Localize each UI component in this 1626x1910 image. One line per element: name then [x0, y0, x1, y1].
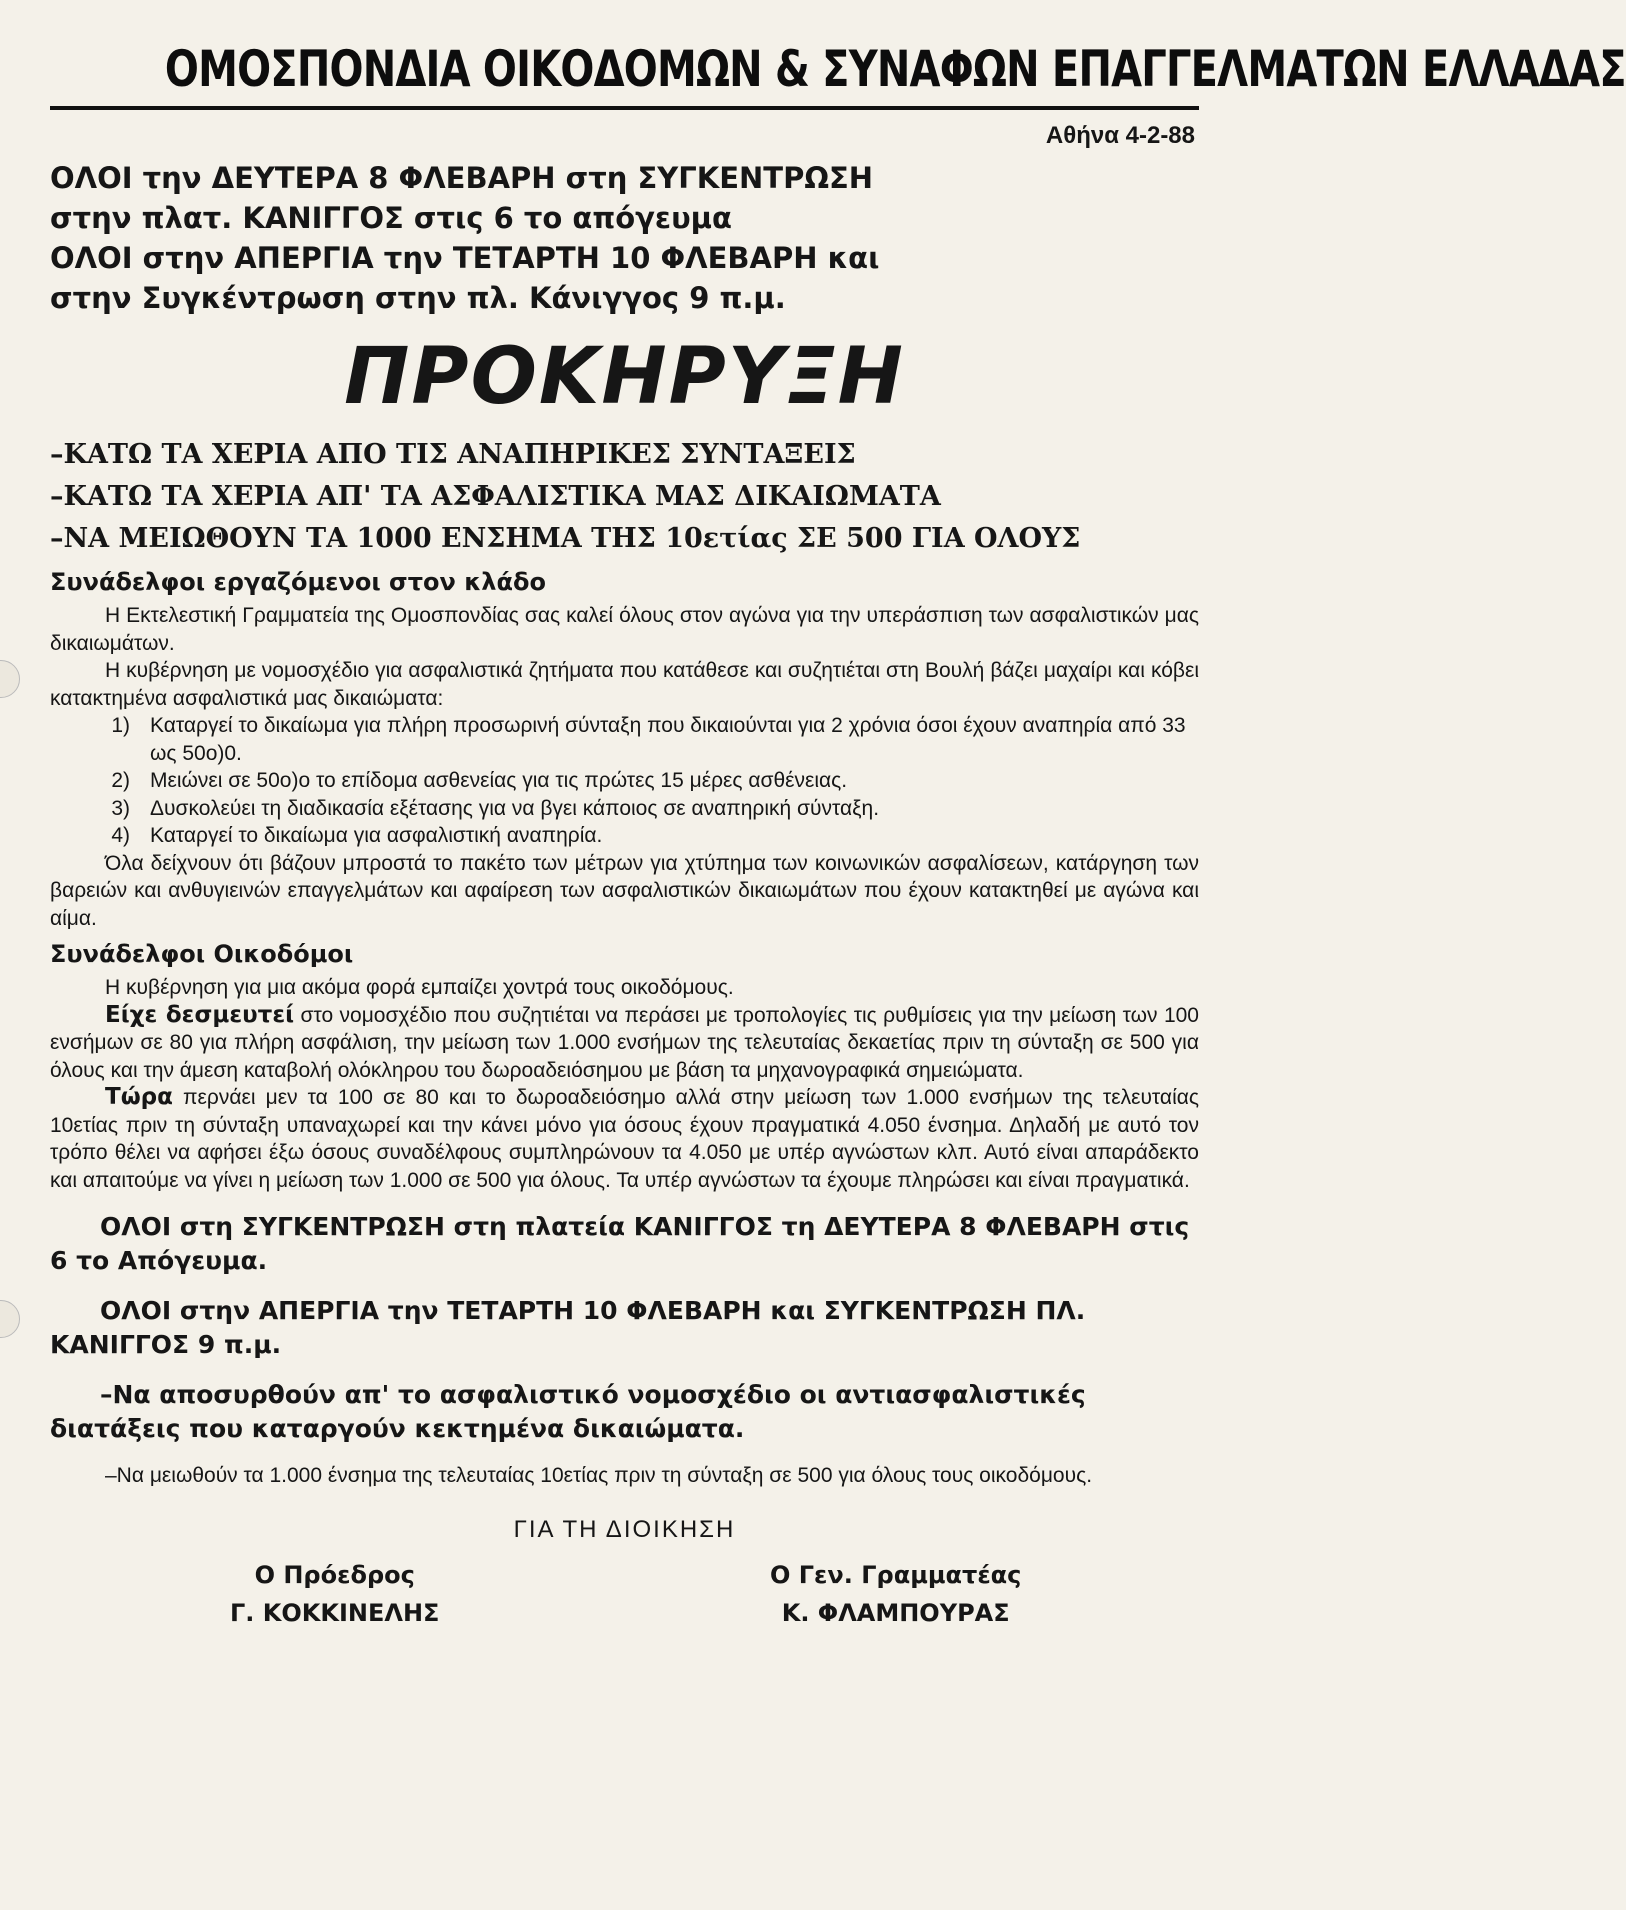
closing-reduce: –Να μειωθούν τα 1.000 ένσημα της τελευταίας 10ετίας πριν τη σύνταξη σε 500 για όλους τους οικοδόμους. [105, 1464, 1093, 1487]
list-text: Καταργεί το δικαίωμα για ασφαλιστική αναπηρία. [150, 824, 603, 847]
paragraph-text: στο νομοσχέδιο που συζητιέται να περάσει με τροπολογίες τις ρυθμίσεις για την μείωση των 100 ενσήμων σε 80 για πλήρη ασφάλιση, την μείωση των 1.000 ενσήμων της τελευταίας δεκαετίας πριν τη σύνταξη σε 500 για όλους και την άμεση καταβολή ολόκληρου του δωροαδειόσημου με βάση τα μηχανογραφικά σημειώματα. [50, 1003, 1199, 1082]
demand-item: –ΚΑΤΩ ΤΑ ΧΕΡΙΑ ΑΠΟ ΤΙΣ ΑΝΑΠΗΡΙΚΕΣ ΣΥΝΤΑΞΕΙΣ [50, 439, 856, 470]
paragraph-text: περνάει μεν τα 100 σε 80 και το δωροαδειόσημο αλλά στην μείωση των 1.000 ενσήμων της τελευταίας 10ετίας πριν τη σύνταξη υπαναχωρεί και την κάνει μόνο για όσους έχουν πραγματικά 4.050 ένσημα. Δηλαδή με αυτό τον τρόπο θέλει να αφήσει έξω όσους συναδέλφους συμπληρώνουν τα 4.050 με υπέρ αγνώστων κλπ. Αυτό είναι απαράδεκτο και απαιτούμε να γίνει η μείωση των 1.000 σε 500 για όλους. Τα υπέρ αγνώστων τα έχουμε πληρώσει και είναι πραγματικά. [50, 1086, 1199, 1192]
president-title: Ο Πρόεδρος [254, 1560, 415, 1589]
paragraph [50, 1002, 1199, 1085]
demand-item: –ΚΑΤΩ ΤΑ ΧΕΡΙΑ ΑΠ' ΤΑ ΑΣΦΑΛΙΣΤΙΚΑ ΜΑΣ ΔΙΚΑΙΩΜΑΤΑ [50, 481, 941, 512]
strike-call-line1: ΟΛΟΙ στην ΑΠΕΡΓΙΑ την ΤΕΤΑΡΤΗ 10 ΦΛΕΒΑΡΗ και [50, 241, 880, 275]
paragraph [50, 1084, 1199, 1194]
date: Αθήνα 4-2-88 [1045, 122, 1195, 149]
call-block [50, 158, 1199, 318]
list-item [50, 822, 1199, 850]
emphasis: Τώρα [105, 1084, 173, 1110]
list-number: 1) [111, 714, 130, 737]
masthead: ΟΜΟΣΠΟΝΔΙΑ ΟΙΚΟΔΟΜΩΝ & ΣΥΝΑΦΩΝ ΕΠΑΓΓΕΛΜΑΤΩΝ ΕΛΛΑΔΑΣ [164, 40, 1626, 98]
secretary-title: Ο Γεν. Γραμματέας [770, 1560, 1022, 1589]
punch-hole [0, 660, 20, 698]
list-number: 3) [111, 796, 130, 820]
president-name: Γ. ΚΟΚΚΙΝΕΛΗΣ [230, 1598, 440, 1627]
closing-strike: ΟΛΟΙ στην ΑΠΕΡΓΙΑ την ΤΕΤΑΡΤΗ 10 ΦΛΕΒΑΡΗ και ΣΥΓΚΕΝΤΡΩΣΗ ΠΛ. ΚΑΝΙΓΓΟΣ 9 π.μ. [50, 1296, 1086, 1359]
for-administration: ΓΙΑ ΤΗ ΔΙΟΙΚΗΣΗ [513, 1515, 736, 1543]
closing-withdraw: –Να αποσυρθούν απ' το ασφαλιστικό νομοσχέδιο οι αντιασφαλιστικές διατάξεις που καταργούν κεκτημένα δικαιώματα. [50, 1380, 1086, 1443]
list-item [50, 767, 1199, 795]
secretary-signature [770, 1556, 1021, 1632]
secretary-name: Κ. ΦΛΑΜΠΟΥΡΑΣ [781, 1598, 1010, 1627]
paragraph: Η κυβέρνηση με νομοσχέδιο για ασφαλιστικά ζητήματα που κατάθεσε και συζητιέται στη Βουλή βάζει μαχαίρι και κόβει κατακτημένα ασφαλιστικά μας δικαιώματα: [50, 659, 1199, 710]
rally-call-line1: ΟΛΟΙ την ΔΕΥΤΕΡΑ 8 ΦΛΕΒΑΡΗ στη ΣΥΓΚΕΝΤΡΩΣΗ [50, 161, 874, 195]
masthead-rule [50, 106, 1199, 110]
emphasis: Είχε δεσμευτεί [105, 1001, 295, 1028]
list-item [50, 795, 1199, 823]
points-list [50, 712, 1199, 850]
section-workers [50, 568, 1199, 932]
page-title: ΠΡΟΚΗΡΥΞΗ [344, 332, 905, 422]
rally-call-line2: στην πλατ. ΚΑΝΙΓΓΟΣ στις 6 το απόγευμα [50, 201, 732, 235]
list-number: 2) [111, 769, 130, 792]
demand-item: –ΝΑ ΜΕΙΩΘΟΥΝ ΤΑ 1000 ΕΝΣΗΜΑ ΤΗΣ 10ετίας ΣΕ 500 ΓΙΑ ΟΛΟΥΣ [50, 523, 1081, 554]
section-builders [50, 940, 1199, 1194]
closing-rally: ΟΛΟΙ στη ΣΥΓΚΕΝΤΡΩΣΗ στη πλατεία ΚΑΝΙΓΓΟΣ τη ΔΕΥΤΕΡΑ 8 ΦΛΕΒΑΡΗ στις 6 το Απόγευμα. [50, 1212, 1190, 1275]
closing-calls [50, 1210, 1199, 1490]
paragraph: Η κυβέρνηση για μια ακόμα φορά εμπαίζει χοντρά τους οικοδόμους. [105, 976, 734, 999]
list-item [50, 712, 1199, 767]
list-text: Καταργεί το δικαίωμα για πλήρη προσωρινή σύνταξη που δικαιούνται για 2 χρόνια όσοι έχουν αναπηρία από 33 ως 50ο)0. [150, 714, 1186, 765]
president-signature [230, 1556, 439, 1632]
section-heading: Συνάδελφοι Οικοδόμοι [50, 940, 354, 968]
list-text: Μειώνει σε 50ο)ο το επίδομα ασθενείας για τις πρώτες 15 μέρες ασθένειας. [150, 769, 848, 792]
signature-block [50, 1516, 1199, 1666]
paragraph: Όλα δείχνουν ότι βάζουν μπροστά το πακέτο των μέτρων για χτύπημα των κοινωνικών ασφαλίσεων, κατάργηση των βαρειών και ανθυγιεινών επαγγελμάτων και αφαίρεση των ασφαλιστικών δικαιωμάτων που έχουν κατακτηθεί με αγώνα και αίμα. [50, 851, 1199, 930]
punch-hole [0, 1300, 20, 1338]
strike-call-line2: στην Συγκέντρωση στην πλ. Κάνιγγος 9 π.μ. [50, 281, 786, 315]
section-heading: Συνάδελφοι εργαζόμενοι στον κλάδο [50, 568, 546, 596]
paragraph: Η Εκτελεστική Γραμματεία της Ομοσπονδίας σας καλεί όλους στον αγώνα για την υπεράσπιση των ασφαλιστικών μας δικαιωμάτων. [50, 604, 1199, 655]
list-text: Δυσκολεύει τη διαδικασία εξέτασης για να βγει κάποιος σε αναπηρική σύνταξη. [150, 796, 880, 820]
demands [50, 434, 1199, 560]
list-number: 4) [111, 824, 130, 847]
